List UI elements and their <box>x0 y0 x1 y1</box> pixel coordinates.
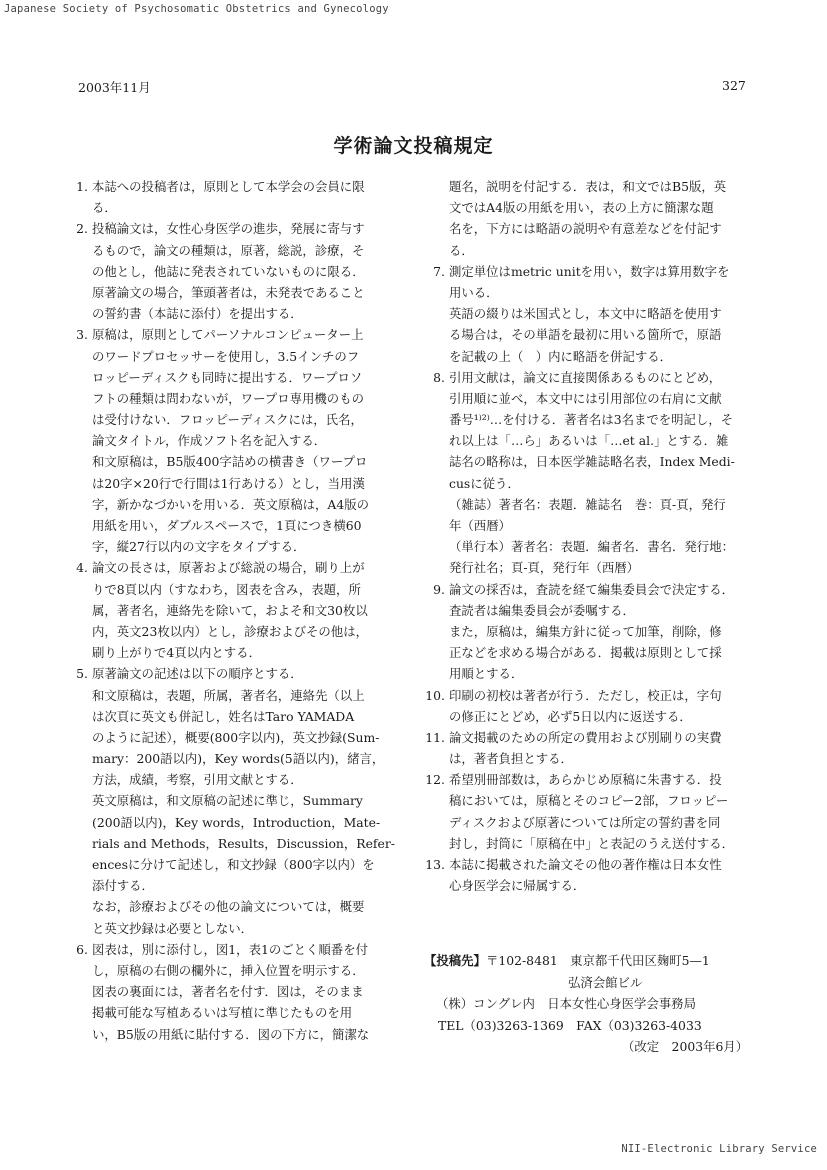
rule-number: 6. <box>76 941 88 957</box>
rule-line: 印刷の初校は著者が行う．ただし，校正は，字句 <box>449 687 722 703</box>
rule-line: 封し，封筒に「原稿在中」と表記のうえ送付する． <box>449 835 734 851</box>
contact-postal: 〒102-8481 東京都千代田区麹町5—1 <box>485 953 710 968</box>
rule-line: 原著論文の場合，筆頭著者は，未発表であること <box>92 284 365 300</box>
rule-line: 本誌に掲載された論文その他の著作権は日本女性 <box>449 857 722 872</box>
rule-line: 発行社名；頁-頁，発行年（西暦） <box>449 560 640 576</box>
contact-building: 弘済会館ビル <box>568 974 643 990</box>
rule-item <box>70 218 400 324</box>
rule-line: は，著者負担とする． <box>449 751 573 767</box>
rule-line: し，原稿の右側の欄外に，挿入位置を明示する． <box>92 962 365 978</box>
rule-line: 投稿論文は，女性心身医学の進歩，発展に寄与す <box>92 221 365 237</box>
rule-line: 内，英文23枚以内）とし，診療およびその他は， <box>92 623 368 639</box>
rule-line: 原著論文の記述は以下の順序とする． <box>92 666 303 682</box>
contact-phone: TEL（03)3263-1369 FAX（03)3263-4033 <box>438 1017 702 1033</box>
rule-line: 論文の長さは，原著および総説の場合，刷り上が <box>92 560 365 576</box>
rule-line: 番号¹⁾²⁾…を付ける．著者名は3名までを明記し，そ <box>449 412 734 428</box>
rule-line: 測定単位はmetric unitを用い，数字は算用数字を <box>449 263 730 279</box>
rule-line: は受付けない．フロッピーディスクには，氏名， <box>92 412 363 428</box>
page-number: 327 <box>722 78 746 93</box>
rule-line: mary：200語以内)，Key words(5語以内)，緒言， <box>92 751 385 767</box>
page-title: 学術論文投稿規定 <box>333 135 494 157</box>
rule-number: 4. <box>76 560 88 576</box>
rule-item <box>427 367 767 579</box>
rule-item <box>70 939 400 1045</box>
rule-line: 方法，成績，考察，引用文献とする． <box>92 772 303 788</box>
rule-line: ディスクおよび原著については所定の誓約書を同 <box>449 814 721 830</box>
rule-line: 希望別冊部数は，あらかじめ原稿に朱書する．投 <box>449 772 722 788</box>
rule-line: 用いる． <box>449 284 499 300</box>
rule-line: れ以上は「…ら」あるいは「…et al.」とする．雑 <box>449 433 729 449</box>
rule-number: 12. <box>425 772 445 788</box>
rule-line: 属，著者名，連絡先を除いて，およそ和文30枚以 <box>92 602 368 618</box>
rule-line: 引用文献は，論文に直接関係あるものにとどめ， <box>449 369 722 385</box>
rule-line: （単行本）著者名：表題．編者名．書名．発行地： <box>449 539 734 555</box>
rule-number: 5. <box>76 666 88 682</box>
rule-line: 図表の裏面には，著者名を付す．図は，そのまま <box>92 984 364 1000</box>
rule-line: は20字×20行で行間は1行あける）とし，当用漢 <box>92 475 365 491</box>
rule-line: 正などを求める場合がある．掲載は原則として採 <box>449 645 722 661</box>
rule-number: 3. <box>76 327 88 343</box>
rule-line: 心身医学会に帰属する． <box>449 878 586 894</box>
rule-line: 原稿は，原則としてパーソナルコンピューター上 <box>92 327 364 343</box>
contact-block <box>424 950 748 1058</box>
rule-item <box>427 769 767 854</box>
rule-line: 字，新かなづかいを用いる．英文原稿は，A4版の <box>92 496 370 512</box>
contact-org: （株）コングレ内 日本女性心身医学会事務局 <box>436 996 696 1011</box>
rule-number: 8. <box>433 369 445 385</box>
rule-item <box>427 854 767 896</box>
rule-line: 掲載可能な写植あるいは写植に準じたものを用 <box>92 1005 353 1021</box>
left-column <box>70 176 400 1045</box>
rule-line: encesに分けて記述し，和文抄録（800字以内）を <box>92 857 375 872</box>
rule-line: のワードプロセッサーを使用し，3.5インチのフ <box>92 348 360 364</box>
rule-line: 引用順に並べ，本文中には引用部位の右肩に文献 <box>449 390 722 406</box>
rule-line: 文ではA4版の用紙を用い，表の上方に簡潔な題 <box>449 200 714 216</box>
rule-item <box>427 579 767 685</box>
rule-line: 誌名の略称は，日本医学雑誌略名表，Index Medi- <box>449 454 735 470</box>
rule-line: フトの種類は問わないが，ワープロ専用機のもの <box>92 390 364 406</box>
issue-date: 2003年11月 <box>78 80 151 95</box>
rule-line: 論文の採否は，査読を経て編集委員会で決定する． <box>449 581 734 597</box>
rule-item <box>70 324 400 557</box>
contact-label: 【投稿先】 <box>424 953 486 968</box>
rule-line: 論文タイトル，作成ソフト名を記入する． <box>92 433 327 449</box>
rule-number: 7. <box>433 263 445 279</box>
rule-line: rials and Methods，Results，Discussion，Refer- <box>92 835 395 851</box>
rule-line: 名を，下方には略語の説明や有意差などを付記す <box>449 221 722 237</box>
rule-line: の修正にとどめ，必ず5日以内に返送する． <box>449 708 692 724</box>
rule-line: 和文原稿は，表題，所属，著者名，連絡先（以上 <box>92 687 365 703</box>
rule-item <box>70 176 400 218</box>
rule-number: 10. <box>425 687 445 703</box>
rule-line: 年（西暦） <box>449 518 511 533</box>
header-source: Japanese Society of Psychosomatic Obstetrics and Gynecology <box>4 3 389 15</box>
rule-line: 英文原稿は，和文原稿の記述に準じ，Summary <box>92 793 363 809</box>
rule-line: 用順とする． <box>449 666 524 682</box>
rule-line: の他とし，他誌に発表されていないものに限る． <box>92 263 365 279</box>
rule-item <box>427 261 767 367</box>
footer-source: NII-Electronic Library Service <box>621 1143 817 1155</box>
rule-number: 2. <box>76 221 88 237</box>
rule-number: 1. <box>76 179 88 194</box>
rule-line: る場合は，その単語を最初に用いる箇所で，原語 <box>449 327 722 343</box>
rule-line: (200語以内)，Key words，Introduction，Mate- <box>92 814 381 830</box>
rule-line: るもので，論文の種類は，原著，総説，診療，そ <box>92 242 365 258</box>
right-column <box>427 176 767 896</box>
rule-line: 刷り上がりで4頁以内とする． <box>92 645 261 661</box>
rule-item <box>427 727 767 769</box>
rule-line: は次頁に英文も併記し，姓名はTaro YAMADA <box>92 708 355 724</box>
rule-line: また，原稿は，編集方針に従って加筆，削除，修 <box>449 623 722 639</box>
rule-line: （雑誌）著者名：表題．雑誌名 巻：頁-頁，発行 <box>449 496 726 512</box>
rule-line: の誓約書（本誌に添付）を提出する． <box>92 306 303 322</box>
rule-item <box>70 557 400 663</box>
rule-line: 和文原稿は，B5版400字詰めの横書き（ワープロ <box>92 454 368 470</box>
rule-item <box>70 663 400 938</box>
rule-line: 査読者は編集委員会が委嘱する． <box>449 602 635 618</box>
rule-line: ロッピーディスクも同時に提出する．ワープロソ <box>92 369 363 385</box>
contact-revised: （改定 2003年6月） <box>622 1039 749 1054</box>
rule-line: cusに従う． <box>449 475 520 491</box>
rule-line: 用紙を用い，ダブルスペースで，1頁につき横60 <box>92 518 362 533</box>
rule-number: 9. <box>433 581 445 597</box>
rule-line: い，B5版の用紙に貼付する．図の下方に，簡潔な <box>92 1026 370 1042</box>
rule-item <box>427 176 767 261</box>
rule-line: 稿においては，原稿とそのコピー2部，フロッピー <box>449 793 729 809</box>
rule-line: 図表は，別に添付し，図1，表1のごとく順番を付 <box>92 941 368 957</box>
rule-number: 13. <box>425 857 445 872</box>
rule-number: 11. <box>425 729 445 745</box>
rule-line: 添付する． <box>92 878 154 894</box>
rule-line: を記載の上（ ）内に略語を併記する． <box>449 348 673 364</box>
rule-line: 題名，説明を付記する．表は，和文ではB5版，英 <box>449 179 727 194</box>
rule-line: なお，診療およびその他の論文については，概要 <box>92 899 365 915</box>
rule-line: る． <box>92 200 117 216</box>
rule-line: と英文抄録は必要としない． <box>92 920 254 936</box>
rule-line: りで8頁以内（すなわち，図表を含み，表題，所 <box>92 581 361 597</box>
rule-line: 論文掲載のための所定の費用および別刷りの実費 <box>449 729 722 745</box>
rule-line: 本誌への投稿者は，原則として本学会の会員に限 <box>92 179 365 194</box>
rule-line: のように記述），概要(800字以内)，英文抄録(Sum- <box>92 729 380 745</box>
rule-line: 字，縦27行以内の文字をタイプする． <box>92 539 306 555</box>
rule-line: 英語の綴りは米国式とし，本文中に略語を使用す <box>449 306 722 322</box>
rule-line: る． <box>449 242 474 258</box>
rule-item <box>427 685 767 727</box>
